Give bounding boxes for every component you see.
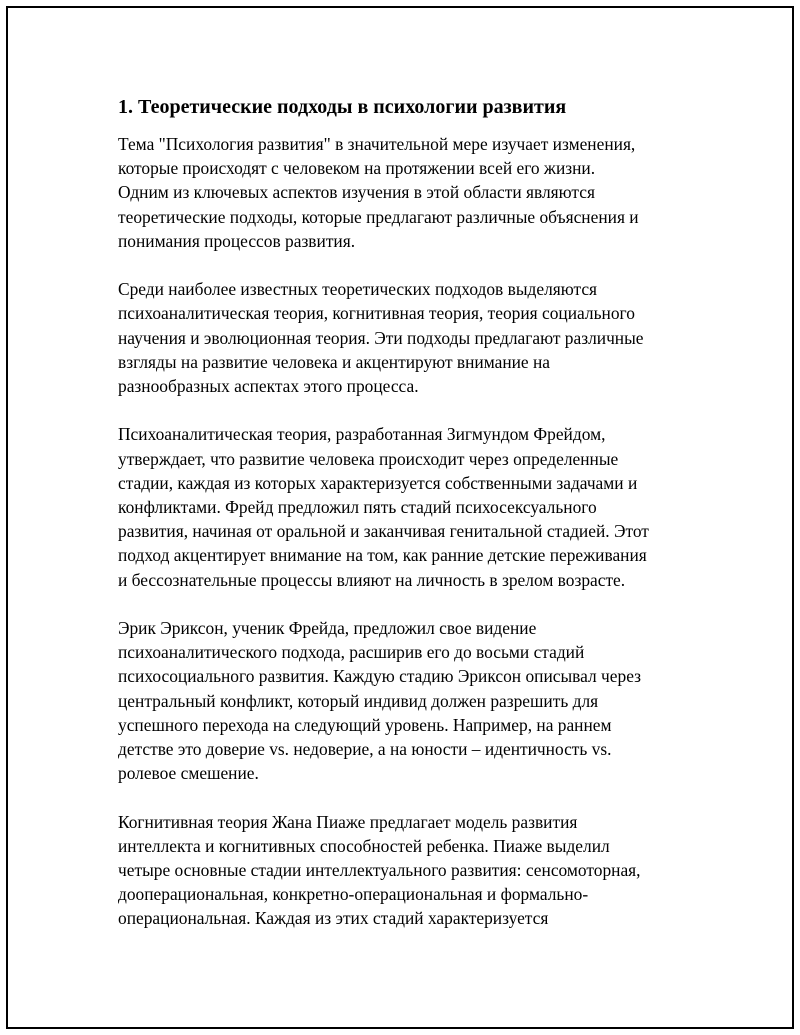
paragraph-line: и бессознательные процессы влияют на личность в зрелом возрасте. (118, 569, 626, 590)
paragraph-line: разнообразных аспектах этого процесса. (118, 376, 419, 397)
paragraph-line: психоаналитическая теория, когнитивная теория, теория социального (118, 303, 635, 324)
paragraph-line: Психоаналитическая теория, разработанная Зигмундом Фрейдом, (118, 424, 606, 445)
paragraph (118, 422, 688, 591)
paragraph-line: Одним из ключевых аспектов изучения в этой области являются (118, 182, 595, 203)
paragraph-line: научения и эволюционная теория. Эти подходы предлагают различные (118, 327, 644, 348)
paragraph-line: Тема "Психология развития" в значительной мере изучает изменения, (118, 134, 636, 154)
paragraph-line: психосоциального развития. Каждую стадию Эриксон описывал через (118, 666, 642, 687)
paragraph-line: четыре основные стадии интеллектуального развития: сенсомоторная, (118, 860, 641, 881)
paragraph-line: утверждает, что развитие человека происходит через определенные (118, 448, 619, 469)
paragraph-line: центральный конфликт, который индивид должен разрешить для (118, 690, 599, 711)
paragraph-line: Когнитивная теория Жана Пиаже предлагает модель развития (118, 811, 578, 832)
paragraph-line: Среди наиболее известных теоретических подходов выделяются (118, 279, 598, 300)
paragraph-line: которые происходят с человеком на протяжении всей его жизни. (118, 158, 596, 179)
paragraph-line: интеллекта и когнитивных способностей ребенка. Пиаже выделил (118, 835, 610, 856)
paragraph-line: детстве это доверие vs. недоверие, а на юности – идентичность vs. (118, 739, 612, 760)
paragraph-line: Эрик Эриксон, ученик Фрейда, предложил свое видение (118, 618, 537, 639)
paragraph-line: понимания процессов развития. (118, 230, 356, 251)
paragraph-line: дооперациональная, конкретно-операциональная и формально- (118, 884, 589, 905)
document-body (118, 95, 688, 955)
paragraph (118, 277, 688, 398)
paragraph-line: теоретические подходы, которые предлагают различные объяснения и (118, 206, 639, 227)
paragraph-line: подход акцентирует внимание на том, как ранние детские переживания (118, 545, 647, 566)
paragraph (118, 132, 688, 253)
paragraph-line: взгляды на развитие человека и акцентируют внимание на (118, 351, 551, 372)
paragraph-line: развития, начиная от оральной и заканчивая генитальной стадией. Этот (118, 521, 649, 542)
paragraphs-container (118, 132, 688, 931)
paragraph (118, 810, 688, 931)
section-heading: 1. Теоретические подходы в психологии развития (118, 96, 567, 118)
paragraph-line: психоаналитического подхода, расширив его до восьми стадий (118, 642, 585, 663)
paragraph-line: операциональная. Каждая из этих стадий характеризуется (118, 908, 549, 929)
paragraph (118, 616, 688, 785)
paragraph-line: стадии, каждая из которых характеризуется собственными задачами и (118, 472, 638, 493)
paragraph-line: ролевое смешение. (118, 763, 259, 784)
paragraph-line: успешного перехода на следующий уровень. Например, на раннем (118, 714, 612, 735)
paragraph-line: конфликтами. Фрейд предложил пять стадий психосексуального (118, 497, 597, 518)
